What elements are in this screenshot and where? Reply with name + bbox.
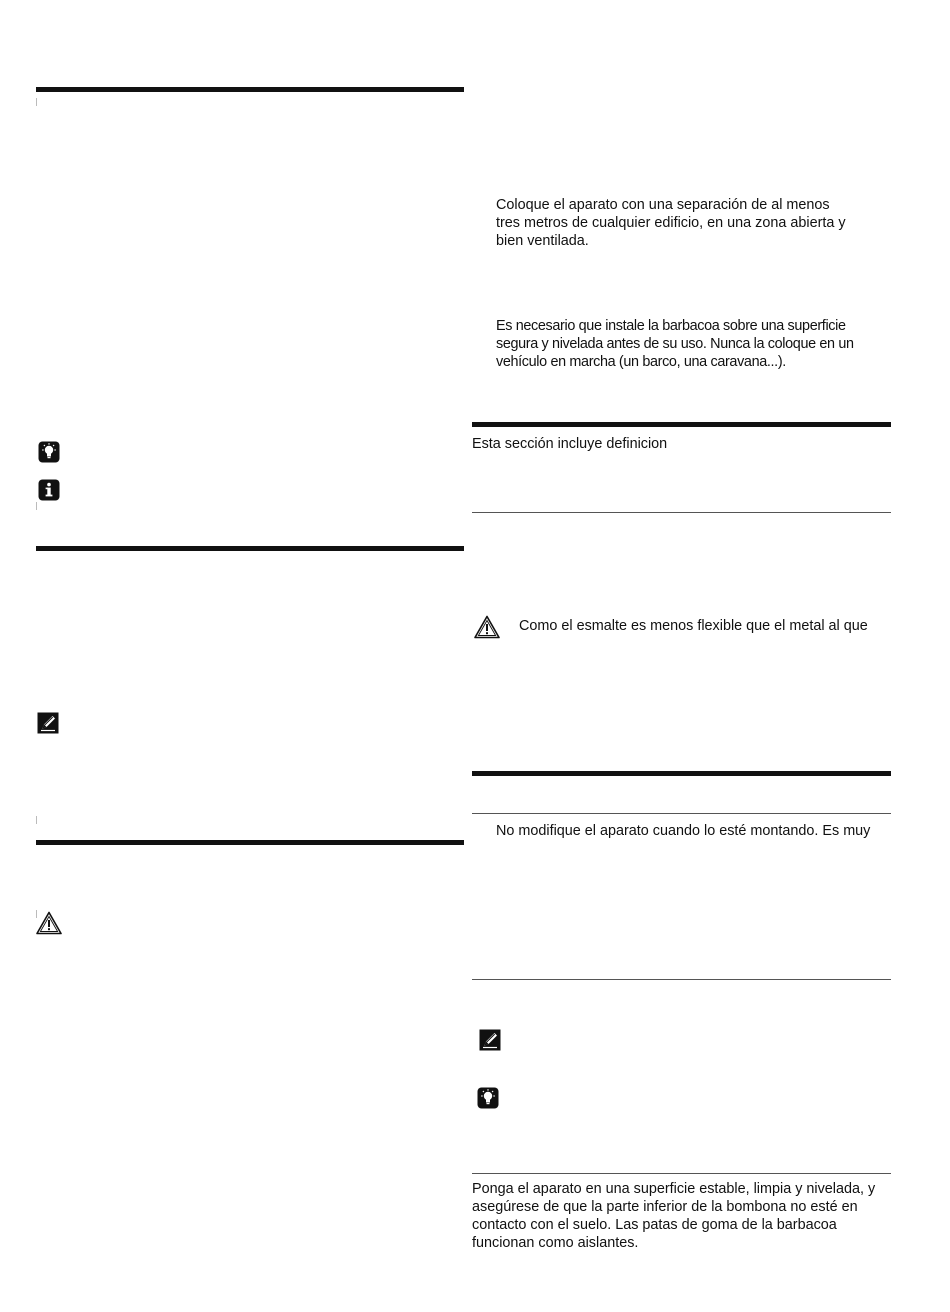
paragraph-bombona: Ponga el aparato en una superficie estable, limpia y nivelada, y asegúrese de que la parte inferior de la bombona no esté en contacto con el suelo. Las patas de goma de la barbacoa funcionan como aislantes. — [472, 1181, 876, 1251]
left-section-rule-3 — [36, 840, 464, 845]
warning-montaje-text: No modifique el aparato cuando lo esté montando. Es muy — [496, 823, 871, 839]
left-margin-mark — [36, 816, 37, 824]
left-section-rule-1 — [36, 87, 464, 92]
info-icon — [38, 479, 60, 501]
paragraph-ubicacion: Coloque el aparato con una separación de al menos tres metros de cualquier edificio, en una zona abierta y bien ventilada. — [496, 197, 846, 249]
left-margin-mark — [36, 502, 37, 510]
right-divider-3 — [472, 979, 891, 980]
right-divider-2 — [472, 813, 891, 814]
left-section-rule-2 — [36, 546, 464, 551]
warning-triangle-icon — [36, 911, 62, 935]
pencil-note-icon — [479, 1029, 501, 1051]
right-divider-1 — [472, 512, 891, 513]
left-margin-mark — [36, 98, 37, 106]
right-divider-4 — [472, 1173, 891, 1174]
pencil-note-icon — [37, 712, 59, 734]
left-margin-mark — [36, 910, 37, 918]
right-section-rule-1 — [472, 422, 891, 427]
lightbulb-icon — [477, 1087, 499, 1109]
warning-esmalte-text: Como el esmalte es menos flexible que el metal al que — [519, 618, 868, 634]
paragraph-superficie: Es necesario que instale la barbacoa sobre una superficie segura y nivelada antes de su uso. Nunca la coloque en un vehículo en marcha (un barco, una caravana...). — [496, 318, 854, 370]
lightbulb-icon — [38, 441, 60, 463]
warning-triangle-icon — [474, 615, 500, 639]
section-definiciones-text: Esta sección incluye definicion — [472, 436, 668, 452]
right-section-rule-2 — [472, 771, 891, 776]
